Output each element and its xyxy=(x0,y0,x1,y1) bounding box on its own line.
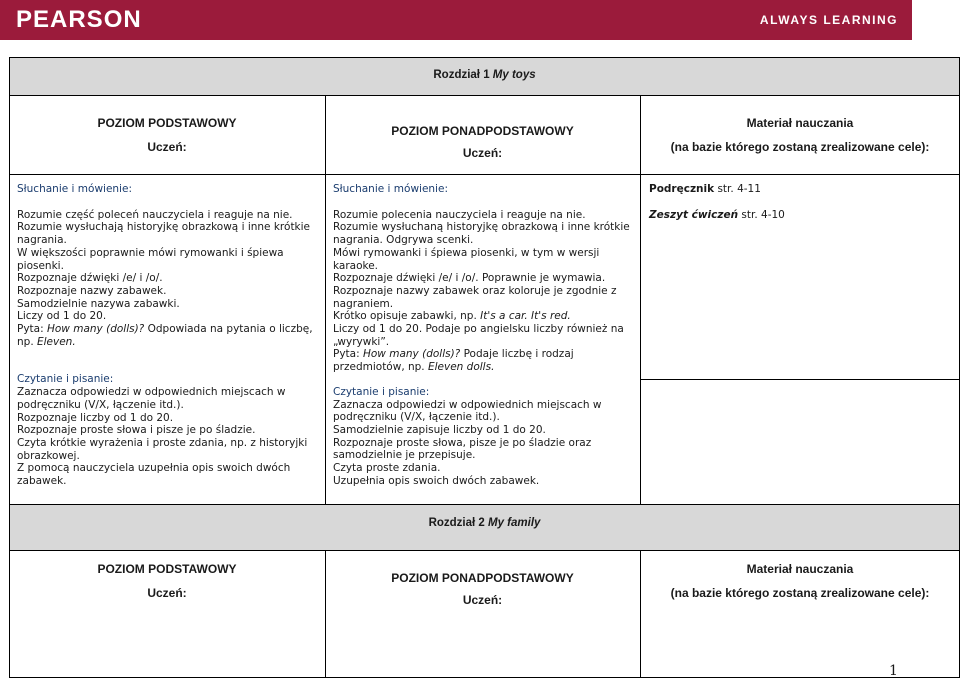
requirement: Rozpoznaje nazwy zabawek. xyxy=(17,284,167,297)
workbook-pages: Zeszyt ćwiczeń str. 4-10 xyxy=(649,208,785,221)
requirement: Zaznacza odpowiedzi w odpowiednich miejscach w podręczniku (V/X, łączenie itd.). xyxy=(17,386,286,411)
page-number: 1 xyxy=(889,663,898,679)
requirement: Rozpoznaje liczby od 1 do 20. xyxy=(17,411,174,424)
advanced-level-header: POZIOM PONADPODSTAWOWY Uczeń: xyxy=(391,124,574,160)
requirement: Rozpoznaje proste słowa, pisze je po śladzie oraz samodzielnie je przepisuje. xyxy=(333,436,592,462)
requirement: Pyta: How many (dolls)? Podaje liczbę i rodzaj przedmiotów, np. Eleven dolls. xyxy=(333,348,574,374)
requirement: Liczy od 1 do 20. Podaje po angielsku liczby również na „wyrywki”. xyxy=(333,323,624,348)
pearson-logo: PEARSON xyxy=(16,6,142,33)
requirement: Rozpoznaje dźwięki /e/ i /o/. Poprawnie je wymawia. xyxy=(333,272,606,285)
requirement: Rozpoznaje nazwy zabawek oraz koloruje je zgodnie z nagraniem. xyxy=(333,284,617,310)
requirement: Czyta krótkie wyrażenia i proste zdania, np. z historyjki obrazkowej. xyxy=(17,436,308,462)
basic-level-header: POZIOM PODSTAWOWY Uczeń: xyxy=(97,562,237,600)
requirement: Pyta: How many (dolls)? Odpowiada na pytania o liczbę, np. Eleven. xyxy=(17,323,313,348)
requirement: Rozumie wysłuchaną historyjkę obrazkową i inne krótkie nagrania. Odgrywa scenki. xyxy=(333,221,630,247)
requirement: Rozumie wysłuchają historyjkę obrazkową i inne krótkie nagrania. xyxy=(17,221,311,247)
requirement: Czyta proste zdania. xyxy=(333,462,441,475)
requirement: W większości poprawnie mówi rymowanki i śpiewa piosenki. xyxy=(17,246,284,272)
reading-heading: Czytanie i pisanie: xyxy=(17,373,114,386)
publisher-banner xyxy=(0,0,912,40)
reading-heading: Czytanie i pisanie: xyxy=(333,385,430,398)
material-header: Materiał nauczania (na bazie którego zostaną zrealizowane cele): xyxy=(670,562,930,600)
basic-level-header: POZIOM PODSTAWOWY Uczeń: xyxy=(97,116,237,154)
requirement: Mówi rymowanki i śpiewa piosenki, w tym w wersji karaoke. xyxy=(333,246,600,272)
requirement: Samodzielnie nazywa zabawki. xyxy=(17,297,180,310)
requirement: Zaznacza odpowiedzi w odpowiednich miejscach w podręczniku (V/X, łączenie itd.). xyxy=(333,398,602,424)
advanced-level-header: POZIOM PONADPODSTAWOWY Uczeń: xyxy=(391,571,574,607)
chapter-1-title: Rozdział 1 My toys xyxy=(433,69,536,81)
basic-requirements-cell xyxy=(17,183,317,488)
curriculum-table xyxy=(9,57,960,678)
chapter-2-title: Rozdział 2 My family xyxy=(428,517,541,529)
material-header: Materiał nauczania (na bazie którego zostaną zrealizowane cele): xyxy=(670,116,930,154)
requirement: Liczy od 1 do 20. xyxy=(17,310,107,323)
material-cell xyxy=(649,183,949,221)
advanced-requirements-cell xyxy=(333,183,633,487)
tagline: ALWAYS LEARNING xyxy=(759,13,898,27)
requirement: Rozumie polecenia nauczyciela i reaguje na nie. xyxy=(333,208,586,221)
requirement: Samodzielnie zapisuje liczby od 1 do 20. xyxy=(333,423,546,436)
requirement: Uzupełnia opis swoich dwóch zabawek. xyxy=(333,474,540,487)
requirement: Z pomocą nauczyciela uzupełnia opis swoich dwóch zabawek. xyxy=(17,462,291,488)
requirement: Krótko opisuje zabawki, np. It's a car. It's red. xyxy=(333,310,571,323)
requirement: Rozpoznaje proste słowa i pisze je po śladzie. xyxy=(17,424,256,437)
requirement: Rozumie część poleceń nauczyciela i reaguje na nie. xyxy=(17,208,293,221)
textbook-pages: Podręcznik str. 4-11 xyxy=(649,183,761,195)
listening-heading: Słuchanie i mówienie: xyxy=(17,183,132,195)
requirement: Rozpoznaje dźwięki /e/ i /o/. xyxy=(17,272,163,285)
listening-heading: Słuchanie i mówienie: xyxy=(333,183,448,195)
